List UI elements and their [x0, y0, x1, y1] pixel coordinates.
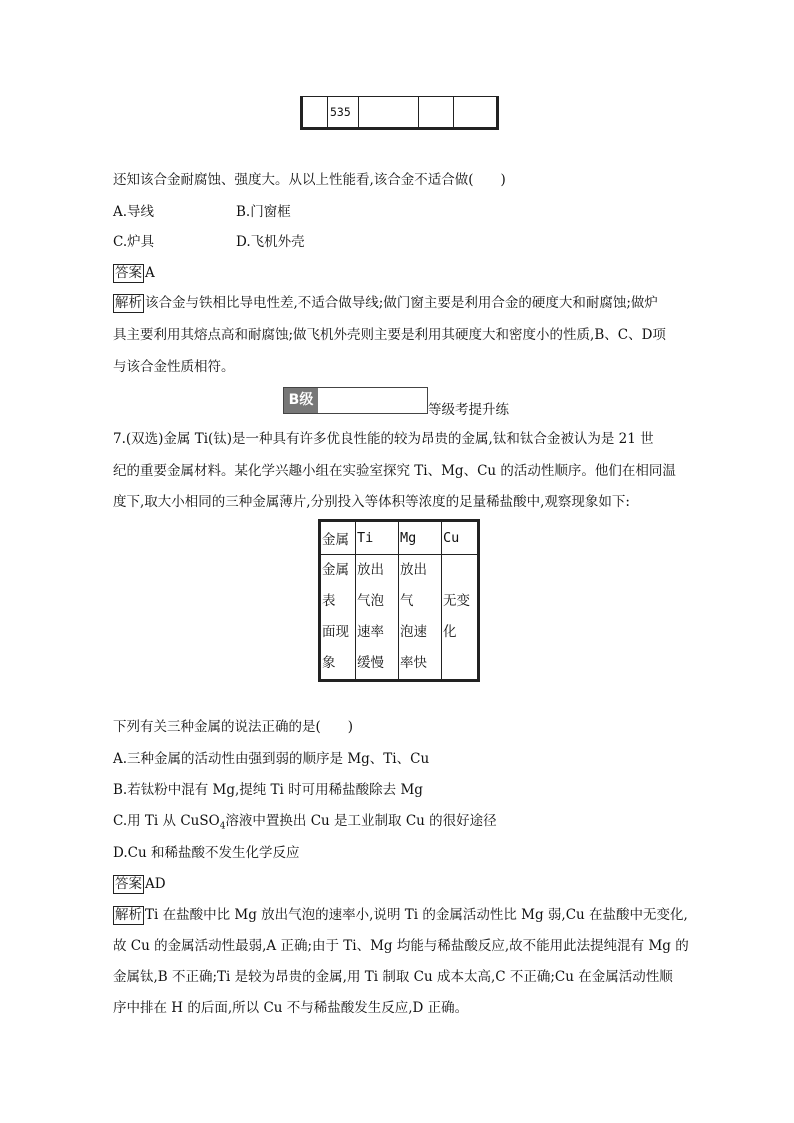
analysis-text: 该合金与铁相比导电性差,不适合做导线;做门窗主要是利用合金的硬度大和耐腐蚀;做炉: [145, 295, 658, 311]
q6-option-d: D.飞机外壳: [236, 234, 305, 250]
option-text: 溶液中置换出 Cu 是工业制取 Cu 的很好途径: [225, 813, 497, 829]
cell-text: 缓慢: [357, 655, 384, 671]
q7-question: 下列有关三种金属的说法正确的是( ): [113, 719, 354, 735]
q6-option-c: C.炉具: [113, 234, 155, 250]
cell-text: 无变: [443, 593, 470, 609]
table-cell-cu: [442, 555, 479, 681]
q7-option-d: D.Cu 和稀盐酸不发生化学反应: [113, 845, 300, 861]
cell-text: 气泡: [357, 593, 384, 609]
q7-stem-line-3: 度下,取大小相同的三种金属薄片,分别投入等体积等浓度的足量稀盐酸中,观察现象如下:: [113, 494, 630, 510]
q7-analysis-line-2: 故 Cu 的金属活动性最弱,A 正确;由于 Ti、Mg 均能与稀盐酸反应,故不能用此法提纯混有 Mg 的: [113, 938, 689, 954]
q7-option-b: B.若钛粉中混有 Mg,提纯 Ti 时可用稀盐酸除去 Mg: [113, 782, 423, 798]
metal-reaction-table: [318, 519, 480, 682]
table-row: [302, 97, 498, 129]
q6-analysis-line-1: [113, 293, 658, 313]
table-cell: [359, 97, 419, 129]
section-banner: [283, 387, 428, 414]
table-row-label: [320, 555, 356, 681]
subscript: 4: [219, 821, 226, 832]
table-cell-mg: [399, 555, 442, 681]
section-level-badge: B级: [284, 388, 318, 413]
q7-stem-line-2: 纪的重要金属材料。某化学兴趣小组在实验室探究 Ti、Mg、Cu 的活动性顺序。他们在相同温: [113, 463, 676, 479]
analysis-tag: 解析: [115, 295, 142, 311]
option-text: C.用 Ti 从 CuSO: [113, 813, 220, 829]
q7-analysis-line-1: [113, 905, 688, 925]
table-header: Ti: [356, 521, 399, 555]
cell-text: 速率: [357, 624, 384, 640]
table-cell: [302, 97, 328, 129]
table-row: [320, 555, 479, 681]
cell-text: 化: [443, 624, 457, 640]
q6-analysis-line-2: 具主要利用其熔点高和耐腐蚀;做飞机外壳则主要是利用其硬度大和密度小的性质,B、C、D项: [113, 327, 666, 343]
q6-answer: [113, 263, 155, 283]
cell-text: 气: [400, 593, 414, 609]
q7-analysis-line-4: 序中排在 H 的后面,所以 Cu 不与稀盐酸发生反应,D 正确。: [113, 1000, 469, 1016]
q6-option-a: A.导线: [113, 204, 155, 220]
q7-analysis-line-3: 金属钛,B 不正确;Ti 是较为昂贵的金属,用 Ti 制取 Cu 成本太高,C 不正确;Cu 在金属活动性顺: [113, 969, 673, 985]
q7-option-c: [113, 811, 497, 837]
q6-stem: 还知该合金耐腐蚀、强度大。从以上性能看,该合金不适合做( ): [113, 172, 506, 188]
table-header: Mg: [399, 521, 442, 555]
q7-option-a: A.三种金属的活动性由强到弱的顺序是 Mg、Ti、Cu: [113, 751, 430, 767]
cell-text: 放出: [400, 562, 427, 578]
table-header: Cu: [442, 521, 479, 555]
table-cell: [419, 97, 454, 129]
q6-option-b: B.门窗框: [236, 204, 291, 220]
cell-text: 象: [322, 655, 336, 671]
q7-answer: [113, 874, 166, 894]
answer-value: A: [145, 265, 155, 281]
answer-tag: 答案: [115, 876, 142, 892]
cell-text: 面现: [322, 624, 349, 640]
answer-value: AD: [145, 876, 166, 892]
cell-text: 金属: [322, 562, 349, 578]
table-row: [320, 521, 479, 555]
cell-text: 泡速: [400, 624, 427, 640]
cell-text: 率快: [400, 655, 427, 671]
top-table-fragment: [300, 96, 499, 130]
table-header: 金属: [320, 521, 356, 555]
table-cell: [454, 97, 498, 129]
q7-stem-line-1: 7.(双选)金属 Ti(钛)是一种具有许多优良性能的较为昂贵的金属,钛和钛合金被认为是 21 世: [113, 431, 654, 447]
table-cell: 535: [328, 97, 359, 129]
section-title: 等级考提升练: [428, 402, 509, 418]
cell-text: 放出: [357, 562, 384, 578]
q6-analysis-line-3: 与该合金性质相符。: [113, 359, 235, 375]
analysis-text: Ti 在盐酸中比 Mg 放出气泡的速率小,说明 Ti 的金属活动性比 Mg 弱,Cu 在盐酸中无变化,: [145, 907, 688, 923]
analysis-tag: 解析: [115, 907, 142, 923]
cell-text: 表: [322, 593, 336, 609]
table-cell-ti: [356, 555, 399, 681]
answer-tag: 答案: [115, 265, 142, 281]
